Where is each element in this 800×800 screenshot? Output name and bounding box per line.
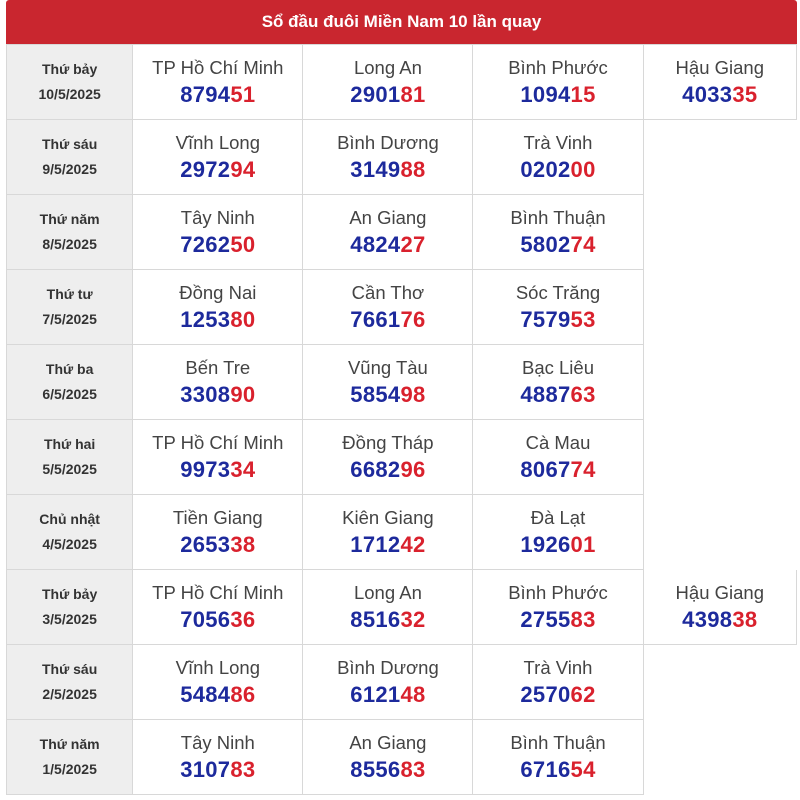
number-head-digits: 2653 — [180, 532, 231, 557]
number-head-digits: 3149 — [350, 157, 401, 182]
number-tail-digits: 83 — [230, 757, 256, 782]
province-name: Trà Vinh — [523, 132, 593, 153]
lottery-number — [644, 80, 796, 110]
number-head-digits: 8516 — [350, 607, 401, 632]
draw-date-cell — [7, 270, 133, 345]
result-cell — [473, 270, 643, 345]
number-head-digits: 7579 — [520, 307, 571, 332]
draw-date-cell — [7, 345, 133, 420]
draw-date-cell — [7, 645, 133, 720]
lottery-number — [303, 680, 472, 710]
result-cell — [303, 570, 473, 645]
province-name: Đà Lạt — [530, 507, 586, 528]
number-tail-digits: 90 — [230, 382, 256, 407]
number-tail-digits: 15 — [570, 82, 596, 107]
lottery-number — [473, 530, 642, 560]
number-tail-digits: 86 — [230, 682, 256, 707]
province-name: Bình Phước — [508, 57, 608, 78]
lottery-number — [133, 230, 302, 260]
date-label: 8/5/2025 — [42, 236, 97, 252]
lottery-number — [303, 755, 472, 785]
province-name: Hậu Giang — [675, 57, 764, 78]
results-table — [6, 44, 797, 795]
number-tail-digits: 35 — [732, 82, 758, 107]
table-row — [7, 570, 797, 645]
result-cell — [473, 195, 643, 270]
province-name: Đồng Tháp — [342, 432, 434, 453]
empty-cell — [643, 270, 796, 345]
lottery-number — [473, 155, 642, 185]
draw-date-cell — [7, 420, 133, 495]
number-head-digits: 8794 — [180, 82, 231, 107]
number-tail-digits: 83 — [400, 757, 426, 782]
result-cell — [303, 195, 473, 270]
province-name: Bến Tre — [185, 357, 251, 378]
number-tail-digits: 54 — [570, 757, 596, 782]
province-name: Đồng Nai — [179, 282, 257, 303]
date-label: 5/5/2025 — [42, 461, 97, 477]
lottery-number — [473, 605, 642, 635]
weekday-label: Thứ sáu — [42, 136, 98, 152]
empty-cell — [643, 645, 796, 720]
province-name: Kiên Giang — [342, 507, 434, 528]
province-name: Tây Ninh — [180, 207, 255, 228]
results-table-body — [7, 45, 797, 795]
table-row — [7, 645, 797, 720]
results-panel — [6, 0, 797, 795]
result-cell — [133, 345, 303, 420]
number-head-digits: 5802 — [520, 232, 571, 257]
number-tail-digits: 88 — [400, 157, 426, 182]
table-row — [7, 345, 797, 420]
draw-date-cell — [7, 570, 133, 645]
number-head-digits: 3107 — [180, 757, 231, 782]
number-head-digits: 4033 — [682, 82, 733, 107]
result-cell — [303, 495, 473, 570]
weekday-label: Thứ năm — [39, 211, 100, 227]
number-head-digits: 1253 — [180, 307, 231, 332]
number-tail-digits: 36 — [230, 607, 256, 632]
empty-cell — [643, 420, 796, 495]
draw-date-cell — [7, 120, 133, 195]
number-tail-digits: 01 — [570, 532, 596, 557]
number-tail-digits: 74 — [570, 232, 596, 257]
number-tail-digits: 74 — [570, 457, 596, 482]
lottery-number — [303, 380, 472, 410]
province-name: Hậu Giang — [675, 582, 764, 603]
lottery-number — [133, 455, 302, 485]
draw-date-cell — [7, 495, 133, 570]
number-tail-digits: 50 — [230, 232, 256, 257]
province-name: TP Hồ Chí Minh — [152, 582, 284, 603]
province-name: Bình Dương — [337, 657, 439, 678]
result-cell — [133, 45, 303, 120]
result-cell — [133, 645, 303, 720]
result-cell — [473, 420, 643, 495]
number-head-digits: 6716 — [520, 757, 571, 782]
table-row — [7, 420, 797, 495]
number-tail-digits: 98 — [400, 382, 426, 407]
result-cell — [303, 345, 473, 420]
result-cell — [473, 120, 643, 195]
date-label: 10/5/2025 — [38, 86, 101, 102]
number-tail-digits: 32 — [400, 607, 426, 632]
weekday-label: Thứ năm — [39, 736, 100, 752]
province-name: Trà Vinh — [523, 657, 593, 678]
result-cell — [133, 195, 303, 270]
number-head-digits: 2972 — [180, 157, 231, 182]
province-name: Cà Mau — [525, 432, 591, 453]
lottery-number — [473, 380, 642, 410]
lottery-number — [303, 530, 472, 560]
weekday-label: Thứ bảy — [42, 586, 98, 602]
result-cell — [473, 570, 643, 645]
date-label: 2/5/2025 — [42, 686, 97, 702]
draw-date-cell — [7, 720, 133, 795]
weekday-label: Thứ hai — [43, 436, 96, 452]
province-name: Bình Thuận — [510, 732, 606, 753]
table-row — [7, 120, 797, 195]
lottery-number — [303, 605, 472, 635]
province-name: Bình Thuận — [510, 207, 606, 228]
number-head-digits: 3308 — [180, 382, 231, 407]
number-tail-digits: 83 — [570, 607, 596, 632]
lottery-number — [303, 455, 472, 485]
number-head-digits: 6121 — [350, 682, 401, 707]
number-tail-digits: 81 — [400, 82, 426, 107]
table-row — [7, 270, 797, 345]
number-tail-digits: 27 — [400, 232, 426, 257]
lottery-number — [473, 80, 642, 110]
result-cell — [303, 420, 473, 495]
lottery-number — [473, 455, 642, 485]
date-label: 9/5/2025 — [42, 161, 97, 177]
lottery-number — [133, 80, 302, 110]
number-head-digits: 4887 — [520, 382, 571, 407]
result-cell — [133, 270, 303, 345]
number-tail-digits: 51 — [230, 82, 256, 107]
lottery-number — [473, 305, 642, 335]
result-cell — [133, 570, 303, 645]
result-cell — [303, 720, 473, 795]
province-name: TP Hồ Chí Minh — [152, 432, 284, 453]
result-cell — [133, 495, 303, 570]
date-label: 7/5/2025 — [42, 311, 97, 327]
number-tail-digits: 00 — [570, 157, 596, 182]
lottery-number — [133, 155, 302, 185]
province-name: Long An — [353, 57, 422, 78]
province-name: Bình Dương — [337, 132, 439, 153]
number-head-digits: 7661 — [350, 307, 401, 332]
number-head-digits: 5484 — [180, 682, 231, 707]
number-tail-digits: 53 — [570, 307, 596, 332]
number-head-digits: 1926 — [520, 532, 571, 557]
table-row — [7, 495, 797, 570]
empty-cell — [643, 720, 796, 795]
lottery-number — [303, 230, 472, 260]
empty-cell — [643, 345, 796, 420]
number-head-digits: 1712 — [350, 532, 401, 557]
lottery-number — [133, 680, 302, 710]
result-cell — [133, 720, 303, 795]
number-head-digits: 2901 — [350, 82, 401, 107]
province-name: Tiền Giang — [172, 507, 263, 528]
result-cell — [473, 495, 643, 570]
lottery-number — [133, 530, 302, 560]
lottery-number — [303, 155, 472, 185]
number-head-digits: 8556 — [350, 757, 401, 782]
province-name: Tây Ninh — [180, 732, 255, 753]
province-name: Bạc Liêu — [522, 357, 594, 378]
draw-date-cell — [7, 195, 133, 270]
province-name: Vĩnh Long — [175, 657, 260, 678]
draw-date-cell — [7, 45, 133, 120]
number-tail-digits: 38 — [732, 607, 758, 632]
result-cell — [303, 645, 473, 720]
number-head-digits: 4398 — [682, 607, 733, 632]
province-name: An Giang — [349, 732, 427, 753]
result-cell — [473, 720, 643, 795]
province-name: Vũng Tàu — [347, 357, 428, 378]
province-name: Long An — [353, 582, 422, 603]
number-tail-digits: 80 — [230, 307, 256, 332]
date-label: 1/5/2025 — [42, 761, 97, 777]
number-tail-digits: 48 — [400, 682, 426, 707]
lottery-number — [133, 755, 302, 785]
number-head-digits: 8067 — [520, 457, 571, 482]
table-row — [7, 720, 797, 795]
result-cell — [303, 45, 473, 120]
province-name: An Giang — [349, 207, 427, 228]
result-cell — [133, 120, 303, 195]
lottery-number — [133, 380, 302, 410]
result-cell — [133, 420, 303, 495]
date-label: 6/5/2025 — [42, 386, 97, 402]
result-cell — [473, 45, 643, 120]
lottery-number — [473, 680, 642, 710]
number-head-digits: 2755 — [520, 607, 571, 632]
number-tail-digits: 42 — [400, 532, 426, 557]
table-row — [7, 195, 797, 270]
page-title: Sổ đầu đuôi Miền Nam 10 lần quay — [6, 0, 797, 44]
number-head-digits: 5854 — [350, 382, 401, 407]
weekday-label: Thứ bảy — [42, 61, 98, 77]
result-cell — [643, 45, 796, 120]
result-cell — [473, 645, 643, 720]
number-tail-digits: 62 — [570, 682, 596, 707]
empty-cell — [643, 195, 796, 270]
lottery-number — [133, 305, 302, 335]
result-cell — [473, 345, 643, 420]
weekday-label: Chủ nhật — [39, 511, 100, 527]
date-label: 4/5/2025 — [42, 536, 97, 552]
number-head-digits: 6682 — [350, 457, 401, 482]
lottery-number — [473, 230, 642, 260]
empty-cell — [643, 120, 796, 195]
lottery-number — [473, 755, 642, 785]
number-head-digits: 2570 — [520, 682, 571, 707]
lottery-number — [133, 605, 302, 635]
number-tail-digits: 63 — [570, 382, 596, 407]
table-row — [7, 45, 797, 120]
province-name: Cần Thơ — [351, 282, 425, 303]
lottery-number — [303, 80, 472, 110]
number-head-digits: 7262 — [180, 232, 231, 257]
empty-cell — [643, 495, 796, 570]
number-tail-digits: 34 — [230, 457, 256, 482]
province-name: Bình Phước — [508, 582, 608, 603]
weekday-label: Thứ sáu — [42, 661, 98, 677]
province-name: Vĩnh Long — [175, 132, 260, 153]
weekday-label: Thứ ba — [45, 361, 94, 377]
number-tail-digits: 76 — [400, 307, 426, 332]
number-head-digits: 4824 — [350, 232, 401, 257]
date-label: 3/5/2025 — [42, 611, 97, 627]
lottery-number — [303, 305, 472, 335]
number-tail-digits: 38 — [230, 532, 256, 557]
number-head-digits: 9973 — [180, 457, 231, 482]
weekday-label: Thứ tư — [46, 286, 93, 302]
result-cell — [303, 270, 473, 345]
number-head-digits: 0202 — [520, 157, 571, 182]
province-name: TP Hồ Chí Minh — [152, 57, 284, 78]
number-head-digits: 7056 — [180, 607, 231, 632]
result-cell — [643, 570, 796, 645]
province-name: Sóc Trăng — [515, 282, 601, 303]
number-tail-digits: 96 — [400, 457, 426, 482]
lottery-number — [644, 605, 796, 635]
number-head-digits: 1094 — [520, 82, 571, 107]
number-tail-digits: 94 — [230, 157, 256, 182]
result-cell — [303, 120, 473, 195]
